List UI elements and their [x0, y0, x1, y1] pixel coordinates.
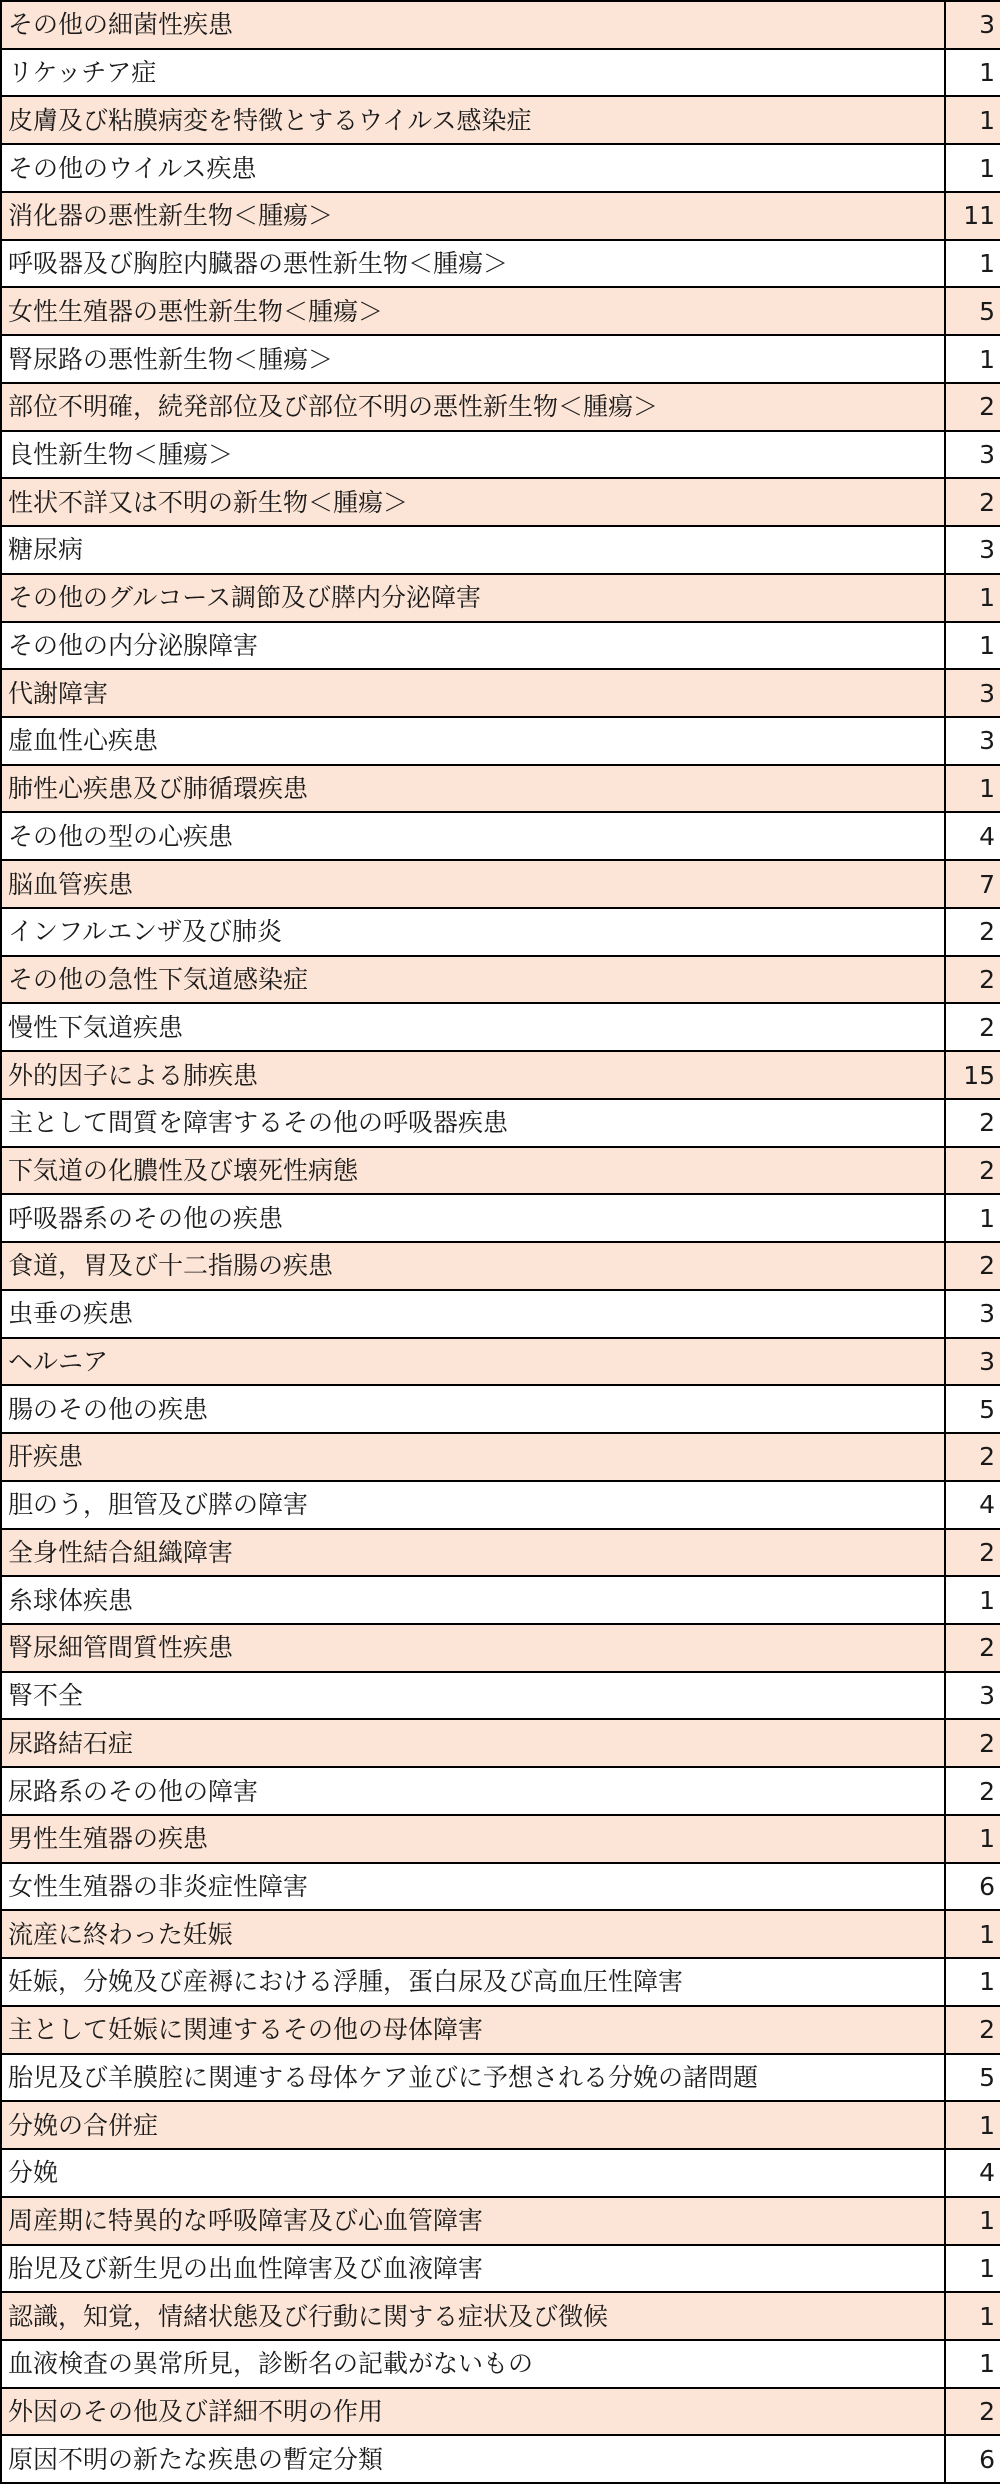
table-row: [1, 1433, 1000, 1481]
case-count-cell: 4: [945, 1481, 1000, 1529]
disease-name-cell: 良性新生物＜腫瘍＞: [1, 431, 945, 479]
table-row: [1, 1529, 1000, 1577]
case-count-cell: 1: [945, 622, 1000, 670]
table-row: [1, 2245, 1000, 2293]
case-count-cell: 2: [945, 956, 1000, 1004]
table-row: [1, 478, 1000, 526]
table-row: [1, 2006, 1000, 2054]
disease-name-cell: その他のウイルス疾患: [1, 144, 945, 192]
case-count-cell: 3: [945, 1, 1000, 49]
disease-name-cell: 呼吸器系のその他の疾患: [1, 1194, 945, 1242]
case-count-cell: 3: [945, 669, 1000, 717]
table-row: [1, 2435, 1000, 2483]
case-count-cell: 6: [945, 2435, 1000, 2483]
table-row: [1, 1576, 1000, 1624]
case-count-cell: 1: [945, 1815, 1000, 1863]
disease-name-cell: その他のグルコース調節及び膵内分泌障害: [1, 574, 945, 622]
disease-name-cell: 代謝障害: [1, 669, 945, 717]
table-row: [1, 49, 1000, 97]
disease-name-cell: リケッチア症: [1, 49, 945, 97]
case-count-cell: 3: [945, 1338, 1000, 1386]
table-row: [1, 1194, 1000, 1242]
table-row: [1, 669, 1000, 717]
table-row: [1, 1910, 1000, 1958]
case-count-cell: 1: [945, 2101, 1000, 2149]
table-row: [1, 335, 1000, 383]
disease-name-cell: 胆のう，胆管及び膵の障害: [1, 1481, 945, 1529]
table-row: [1, 908, 1000, 956]
table-row: [1, 1242, 1000, 1290]
table-row: [1, 765, 1000, 813]
disease-name-cell: その他の急性下気道感染症: [1, 956, 945, 1004]
case-count-cell: 2: [945, 1003, 1000, 1051]
disease-name-cell: 外因のその他及び詳細不明の作用: [1, 2388, 945, 2436]
case-count-cell: 2: [945, 2388, 1000, 2436]
disease-name-cell: 認識，知覚，情緒状態及び行動に関する症状及び徴候: [1, 2292, 945, 2340]
disease-name-cell: 主として妊娠に関連するその他の母体障害: [1, 2006, 945, 2054]
disease-name-cell: 腎不全: [1, 1672, 945, 1720]
disease-name-cell: 原因不明の新たな疾患の暫定分類: [1, 2435, 945, 2483]
disease-name-cell: 呼吸器及び胸腔内臓器の悪性新生物＜腫瘍＞: [1, 240, 945, 288]
case-count-cell: 3: [945, 717, 1000, 765]
table-row: [1, 2054, 1000, 2102]
disease-name-cell: 虚血性心疾患: [1, 717, 945, 765]
case-count-cell: 1: [945, 1958, 1000, 2006]
table-row: [1, 1481, 1000, 1529]
case-count-cell: 3: [945, 526, 1000, 574]
table-row: [1, 383, 1000, 431]
case-count-cell: 2: [945, 1529, 1000, 1577]
case-count-cell: 2: [945, 1719, 1000, 1767]
disease-name-cell: 尿路結石症: [1, 1719, 945, 1767]
table-row: [1, 2292, 1000, 2340]
case-count-cell: 1: [945, 2340, 1000, 2388]
case-count-cell: 2: [945, 1624, 1000, 1672]
disease-name-cell: 周産期に特異的な呼吸障害及び心血管障害: [1, 2197, 945, 2245]
disease-name-cell: その他の型の心疾患: [1, 812, 945, 860]
table-row: [1, 2149, 1000, 2197]
disease-name-cell: 分娩の合併症: [1, 2101, 945, 2149]
disease-name-cell: 腎尿細管間質性疾患: [1, 1624, 945, 1672]
disease-name-cell: 性状不詳又は不明の新生物＜腫瘍＞: [1, 478, 945, 526]
table-row: [1, 1338, 1000, 1386]
disease-name-cell: 糖尿病: [1, 526, 945, 574]
table-row: [1, 431, 1000, 479]
disease-name-cell: 慢性下気道疾患: [1, 1003, 945, 1051]
case-count-cell: 1: [945, 1194, 1000, 1242]
disease-name-cell: 消化器の悪性新生物＜腫瘍＞: [1, 192, 945, 240]
disease-name-cell: 食道，胃及び十二指腸の疾患: [1, 1242, 945, 1290]
table-row: [1, 1624, 1000, 1672]
case-count-cell: 2: [945, 1433, 1000, 1481]
disease-name-cell: 虫垂の疾患: [1, 1290, 945, 1338]
disease-name-cell: ヘルニア: [1, 1338, 945, 1386]
disease-name-cell: 腎尿路の悪性新生物＜腫瘍＞: [1, 335, 945, 383]
case-count-cell: 3: [945, 1290, 1000, 1338]
disease-name-cell: 下気道の化膿性及び壊死性病態: [1, 1147, 945, 1195]
table-row: [1, 1099, 1000, 1147]
table-row: [1, 2388, 1000, 2436]
case-count-cell: 1: [945, 574, 1000, 622]
table-row: [1, 1385, 1000, 1433]
disease-name-cell: 脳血管疾患: [1, 860, 945, 908]
table-row: [1, 526, 1000, 574]
case-count-cell: 7: [945, 860, 1000, 908]
case-count-cell: 2: [945, 1099, 1000, 1147]
table-row: [1, 1863, 1000, 1911]
case-count-cell: 6: [945, 1863, 1000, 1911]
disease-name-cell: 分娩: [1, 2149, 945, 2197]
disease-name-cell: その他の細菌性疾患: [1, 1, 945, 49]
table-row: [1, 96, 1000, 144]
table-row: [1, 1672, 1000, 1720]
disease-name-cell: 胎児及び羊膜腔に関連する母体ケア並びに予想される分娩の諸問題: [1, 2054, 945, 2102]
case-count-cell: 1: [945, 2245, 1000, 2293]
disease-name-cell: 妊娠，分娩及び産褥における浮腫，蛋白尿及び高血圧性障害: [1, 1958, 945, 2006]
table-row: [1, 574, 1000, 622]
table-row: [1, 1815, 1000, 1863]
table-row: [1, 240, 1000, 288]
case-count-cell: 1: [945, 49, 1000, 97]
case-count-cell: 2: [945, 2006, 1000, 2054]
disease-name-cell: 部位不明確，続発部位及び部位不明の悪性新生物＜腫瘍＞: [1, 383, 945, 431]
table-row: [1, 1003, 1000, 1051]
disease-name-cell: 皮膚及び粘膜病変を特徴とするウイルス感染症: [1, 96, 945, 144]
case-count-cell: 2: [945, 1242, 1000, 1290]
disease-name-cell: 流産に終わった妊娠: [1, 1910, 945, 1958]
case-count-cell: 1: [945, 96, 1000, 144]
table-row: [1, 1, 1000, 49]
table-body: [1, 1, 1000, 2483]
case-count-cell: 5: [945, 1385, 1000, 1433]
table-row: [1, 956, 1000, 1004]
table-row: [1, 2340, 1000, 2388]
disease-name-cell: インフルエンザ及び肺炎: [1, 908, 945, 956]
case-count-cell: 1: [945, 765, 1000, 813]
disease-name-cell: 女性生殖器の悪性新生物＜腫瘍＞: [1, 287, 945, 335]
table-row: [1, 717, 1000, 765]
case-count-cell: 1: [945, 2292, 1000, 2340]
case-count-cell: 2: [945, 383, 1000, 431]
table-row: [1, 287, 1000, 335]
table-row: [1, 860, 1000, 908]
table-row: [1, 1051, 1000, 1099]
case-count-cell: 5: [945, 2054, 1000, 2102]
case-count-cell: 2: [945, 1147, 1000, 1195]
case-count-cell: 1: [945, 2197, 1000, 2245]
case-count-cell: 2: [945, 478, 1000, 526]
case-count-cell: 1: [945, 144, 1000, 192]
case-count-cell: 2: [945, 1767, 1000, 1815]
case-count-cell: 3: [945, 1672, 1000, 1720]
table-row: [1, 2197, 1000, 2245]
table-row: [1, 1147, 1000, 1195]
disease-name-cell: 肝疾患: [1, 1433, 945, 1481]
case-count-cell: 3: [945, 431, 1000, 479]
table-row: [1, 192, 1000, 240]
table-row: [1, 1290, 1000, 1338]
table-row: [1, 812, 1000, 860]
table-row: [1, 144, 1000, 192]
table-row: [1, 1719, 1000, 1767]
case-count-cell: 15: [945, 1051, 1000, 1099]
case-count-cell: 4: [945, 2149, 1000, 2197]
disease-name-cell: 血液検査の異常所見，診断名の記載がないもの: [1, 2340, 945, 2388]
table-row: [1, 1767, 1000, 1815]
disease-name-cell: 胎児及び新生児の出血性障害及び血液障害: [1, 2245, 945, 2293]
table-row: [1, 2101, 1000, 2149]
disease-name-cell: 主として間質を障害するその他の呼吸器疾患: [1, 1099, 945, 1147]
disease-name-cell: 腸のその他の疾患: [1, 1385, 945, 1433]
disease-name-cell: 糸球体疾患: [1, 1576, 945, 1624]
disease-name-cell: 肺性心疾患及び肺循環疾患: [1, 765, 945, 813]
disease-name-cell: 男性生殖器の疾患: [1, 1815, 945, 1863]
disease-name-cell: 外的因子による肺疾患: [1, 1051, 945, 1099]
table-row: [1, 622, 1000, 670]
case-count-cell: 4: [945, 812, 1000, 860]
table-row: [1, 1958, 1000, 2006]
case-count-cell: 2: [945, 908, 1000, 956]
disease-name-cell: 全身性結合組織障害: [1, 1529, 945, 1577]
case-count-cell: 1: [945, 240, 1000, 288]
disease-name-cell: 女性生殖器の非炎症性障害: [1, 1863, 945, 1911]
case-count-cell: 1: [945, 335, 1000, 383]
case-count-cell: 5: [945, 287, 1000, 335]
disease-name-cell: その他の内分泌腺障害: [1, 622, 945, 670]
case-count-cell: 1: [945, 1576, 1000, 1624]
case-count-cell: 1: [945, 1910, 1000, 1958]
disease-name-cell: 尿路系のその他の障害: [1, 1767, 945, 1815]
case-count-cell: 11: [945, 192, 1000, 240]
